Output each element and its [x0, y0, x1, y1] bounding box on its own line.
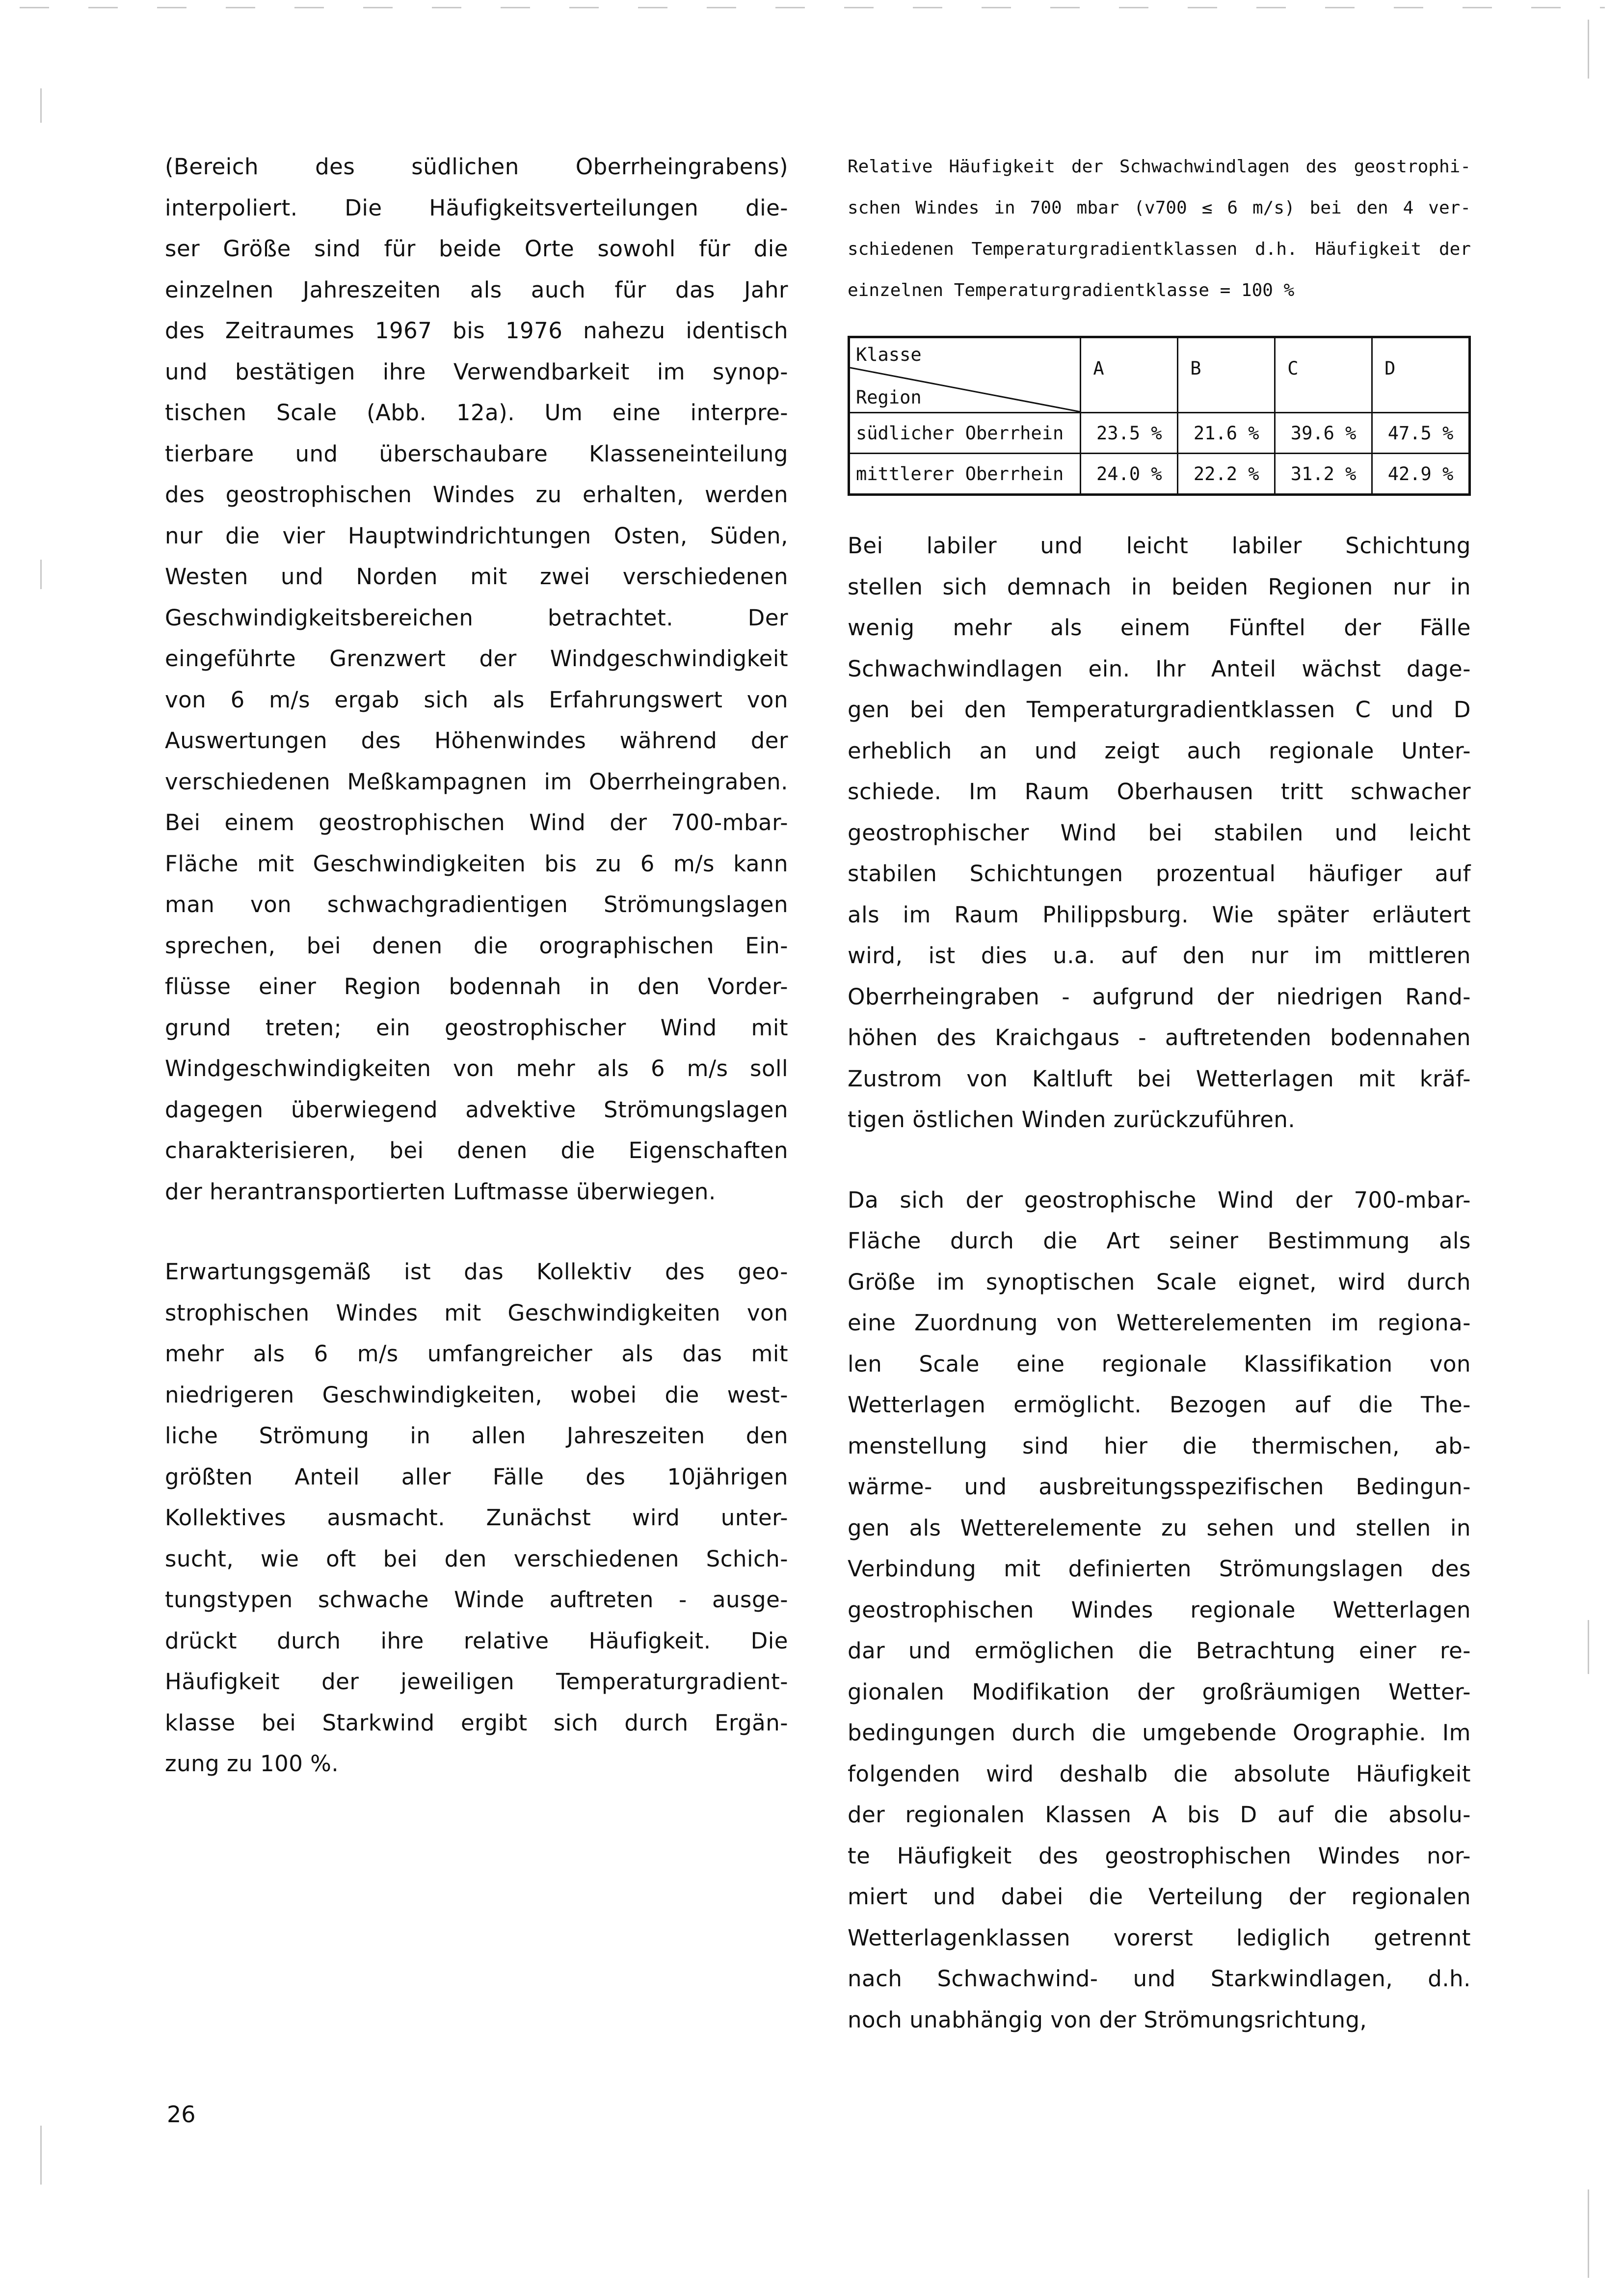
text-line: sprechen, bei denen die orographischen Ein- — [165, 932, 788, 959]
corner-label-region: Region — [856, 387, 922, 408]
text-line: Erwartungsgemäß ist das Kollektiv des geo- — [165, 1259, 788, 1285]
text-line: len Scale eine regionale Klassifikation von — [848, 1351, 1471, 1377]
text-line: des geostrophischen Windes zu erhalten, werden — [165, 482, 788, 508]
table-caption — [848, 146, 1471, 311]
table-row — [849, 413, 1470, 454]
left-column — [165, 146, 788, 1784]
text-line: nach Schwachwind- und Starkwindlagen, d.h. — [848, 1966, 1471, 1992]
text-line: Schwachwindlagen ein. Ihr Anteil wächst dage- — [848, 655, 1471, 682]
text-line: tigen östlichen Winden zurückzuführen. — [848, 1107, 1296, 1133]
text-line: einzelnen Jahreszeiten als auch für das Jahr — [165, 276, 788, 303]
text-line: liche Strömung in allen Jahreszeiten den — [165, 1423, 788, 1449]
column-header-d: D — [1372, 337, 1470, 413]
text-line: sucht, wie oft bei den verschiedenen Schich- — [165, 1545, 788, 1572]
text-line: geostrophischen Windes regionale Wetterlagen — [848, 1596, 1471, 1623]
row-label: mittlerer Oberrhein — [849, 454, 1081, 495]
text-line: der regionalen Klassen A bis D auf die absolu- — [848, 1802, 1471, 1828]
text-line: niedrigeren Geschwindigkeiten, wobei die west- — [165, 1381, 788, 1408]
corner-label-klasse: Klasse — [856, 344, 922, 365]
table-cell: 39.6 % — [1275, 413, 1372, 454]
text-line: Fläche mit Geschwindigkeiten bis zu 6 m/s kann — [165, 850, 788, 877]
text-line: nur die vier Hauptwindrichtungen Osten, Süden, — [165, 522, 788, 549]
text-line: folgenden wird deshalb die absolute Häufigkeit — [848, 1760, 1471, 1787]
paragraph-gap — [848, 1140, 1471, 1180]
text-line: Fläche durch die Art seiner Bestimmung als — [848, 1228, 1471, 1254]
text-line: charakterisieren, bei denen die Eigenschaften — [165, 1137, 788, 1163]
table-cell: 24.0 % — [1081, 454, 1178, 495]
scan-mark-left-3 — [40, 2126, 42, 2185]
text-line: Auswertungen des Höhenwindes während der — [165, 728, 788, 754]
text-line: wärme- und ausbreitungsspezifischen Bedingun- — [848, 1474, 1471, 1500]
text-line: wenig mehr als einem Fünftel der Fälle — [848, 615, 1471, 641]
table-corner-cell — [849, 337, 1081, 413]
text-line: von 6 m/s ergab sich als Erfahrungswert von — [165, 686, 788, 713]
text-line: Relative Häufigkeit der Schwachwindlagen des geostrophi- — [848, 157, 1471, 177]
text-line: schiedenen Temperaturgradientklassen d.h. Häufigkeit der — [848, 239, 1471, 259]
scan-mark-right — [1588, 20, 1589, 79]
text-line: einzelnen Temperaturgradientklasse = 100 % — [848, 280, 1295, 300]
text-line: tischen Scale (Abb. 12a). Um eine interpre- — [165, 400, 788, 426]
text-line: des Zeitraumes 1967 bis 1976 nahezu identisch — [165, 318, 788, 344]
text-line: und bestätigen ihre Verwendbarkeit im synop- — [165, 358, 788, 385]
text-line: Wetterlagenklassen vorerst lediglich getrennt — [848, 1924, 1471, 1951]
text-line: Da sich der geostrophische Wind der 700-mbar- — [848, 1187, 1471, 1213]
text-line: menstellung sind hier die thermischen, ab- — [848, 1432, 1471, 1459]
left-paragraph-2 — [165, 1251, 788, 1784]
text-line: der herantransportierten Luftmasse überwiegen. — [165, 1178, 716, 1205]
text-line: Bei labiler und leicht labiler Schichtung — [848, 533, 1471, 559]
paragraph-gap — [165, 1212, 788, 1251]
scan-rule-top — [20, 7, 1605, 8]
row-label: südlicher Oberrhein — [849, 413, 1081, 454]
text-line: dar und ermöglichen die Betrachtung einer re- — [848, 1638, 1471, 1664]
text-line: Häufigkeit der jeweiligen Temperaturgradient- — [165, 1669, 788, 1695]
text-line: Größe im synoptischen Scale eignet, wird durch — [848, 1269, 1471, 1295]
text-line: als im Raum Philippsburg. Wie später erläutert — [848, 901, 1471, 928]
table-cell: 22.2 % — [1178, 454, 1275, 495]
text-line: interpoliert. Die Häufigkeitsverteilungen die- — [165, 194, 788, 221]
text-line: Wetterlagen ermöglicht. Bezogen auf die The- — [848, 1392, 1471, 1418]
text-line: klasse bei Starkwind ergibt sich durch Ergän- — [165, 1709, 788, 1736]
text-line: drückt durch ihre relative Häufigkeit. Die — [165, 1627, 788, 1654]
scan-mark-right-3 — [1588, 2189, 1589, 2278]
right-paragraph-1 — [848, 525, 1471, 1140]
table-cell: 47.5 % — [1372, 413, 1470, 454]
table-header-row — [849, 337, 1470, 413]
text-line: te Häufigkeit des geostrophischen Windes nor- — [848, 1842, 1471, 1869]
text-line: höhen des Kraichgaus - auftretenden bodennahen — [848, 1025, 1471, 1051]
text-line: eingeführte Grenzwert der Windgeschwindigkeit — [165, 646, 788, 672]
text-line: noch unabhängig von der Strömungsrichtung, — [848, 2006, 1367, 2033]
text-line: Windgeschwindigkeiten von mehr als 6 m/s soll — [165, 1055, 788, 1081]
text-line: stabilen Schichtungen prozentual häufiger auf — [848, 861, 1471, 887]
left-paragraph-1 — [165, 146, 788, 1212]
table-cell: 23.5 % — [1081, 413, 1178, 454]
text-line: Zustrom von Kaltluft bei Wetterlagen mit kräf- — [848, 1065, 1471, 1092]
text-line: flüsse einer Region bodennah in den Vorder- — [165, 973, 788, 999]
scan-mark-left — [40, 88, 42, 123]
table-cell: 42.9 % — [1372, 454, 1470, 495]
text-line: gionalen Modifikation der großräumigen Wetter- — [848, 1678, 1471, 1705]
text-line: tungstypen schwache Winde auftreten - ausge- — [165, 1587, 788, 1613]
text-line: ser Größe sind für beide Orte sowohl für die — [165, 236, 788, 262]
text-line: zung zu 100 %. — [165, 1751, 339, 1777]
text-line: geostrophischer Wind bei stabilen und leicht — [848, 819, 1471, 846]
text-line: mehr als 6 m/s umfangreicher als das mit — [165, 1341, 788, 1367]
text-line: Verbindung mit definierten Strömungslagen des — [848, 1556, 1471, 1582]
text-line: stellen sich demnach in beiden Regionen nur in — [848, 573, 1471, 600]
text-line: gen bei den Temperaturgradientklassen C und D — [848, 697, 1471, 723]
text-line: verschiedenen Meßkampagnen im Oberrheingraben. — [165, 768, 788, 795]
text-line: man von schwachgradientigen Strömungslagen — [165, 891, 788, 918]
right-column — [848, 146, 1471, 2040]
text-line: Westen und Norden mit zwei verschiedenen — [165, 564, 788, 590]
text-line: dagegen überwiegend advektive Strömungslagen — [165, 1096, 788, 1123]
text-line: größten Anteil aller Fälle des 10jährigen — [165, 1463, 788, 1490]
text-line: Geschwindigkeitsbereichen betrachtet. Der — [165, 604, 788, 631]
text-line: Kollektives ausmacht. Zunächst wird unter- — [165, 1505, 788, 1531]
text-line: gen als Wetterelemente zu sehen und stellen in — [848, 1514, 1471, 1541]
text-line: strophischen Windes mit Geschwindigkeiten von — [165, 1299, 788, 1326]
column-header-c: C — [1275, 337, 1372, 413]
table-cell: 31.2 % — [1275, 454, 1372, 495]
column-header-a: A — [1081, 337, 1178, 413]
text-line: (Bereich des südlichen Oberrheingrabens) — [165, 154, 788, 180]
text-line: Oberrheingraben - aufgrund der niedrigen Rand- — [848, 983, 1471, 1010]
text-line: Bei einem geostrophischen Wind der 700-mbar- — [165, 810, 788, 836]
text-line: schiede. Im Raum Oberhausen tritt schwacher — [848, 779, 1471, 805]
text-line: grund treten; ein geostrophischer Wind mit — [165, 1014, 788, 1041]
text-line: eine Zuordnung von Wetterelementen im regiona- — [848, 1310, 1471, 1336]
scan-mark-right-2 — [1588, 1620, 1589, 1674]
frequency-table — [848, 336, 1471, 496]
text-line: wird, ist dies u.a. auf den nur im mittleren — [848, 943, 1471, 969]
text-line: erheblich an und zeigt auch regionale Unter- — [848, 737, 1471, 764]
page-number: 26 — [167, 2101, 196, 2128]
table-cell: 21.6 % — [1178, 413, 1275, 454]
scan-mark-left-2 — [40, 560, 42, 589]
text-line: miert und dabei die Verteilung der regionalen — [848, 1884, 1471, 1910]
table-row — [849, 454, 1470, 495]
text-line: tierbare und überschaubare Klasseneinteilung — [165, 440, 788, 467]
text-line: bedingungen durch die umgebende Orographie. Im — [848, 1720, 1471, 1746]
text-line: schen Windes in 700 mbar (v700 ≤ 6 m/s) bei den 4 ver- — [848, 198, 1471, 218]
right-paragraph-2 — [848, 1180, 1471, 2041]
column-header-b: B — [1178, 337, 1275, 413]
